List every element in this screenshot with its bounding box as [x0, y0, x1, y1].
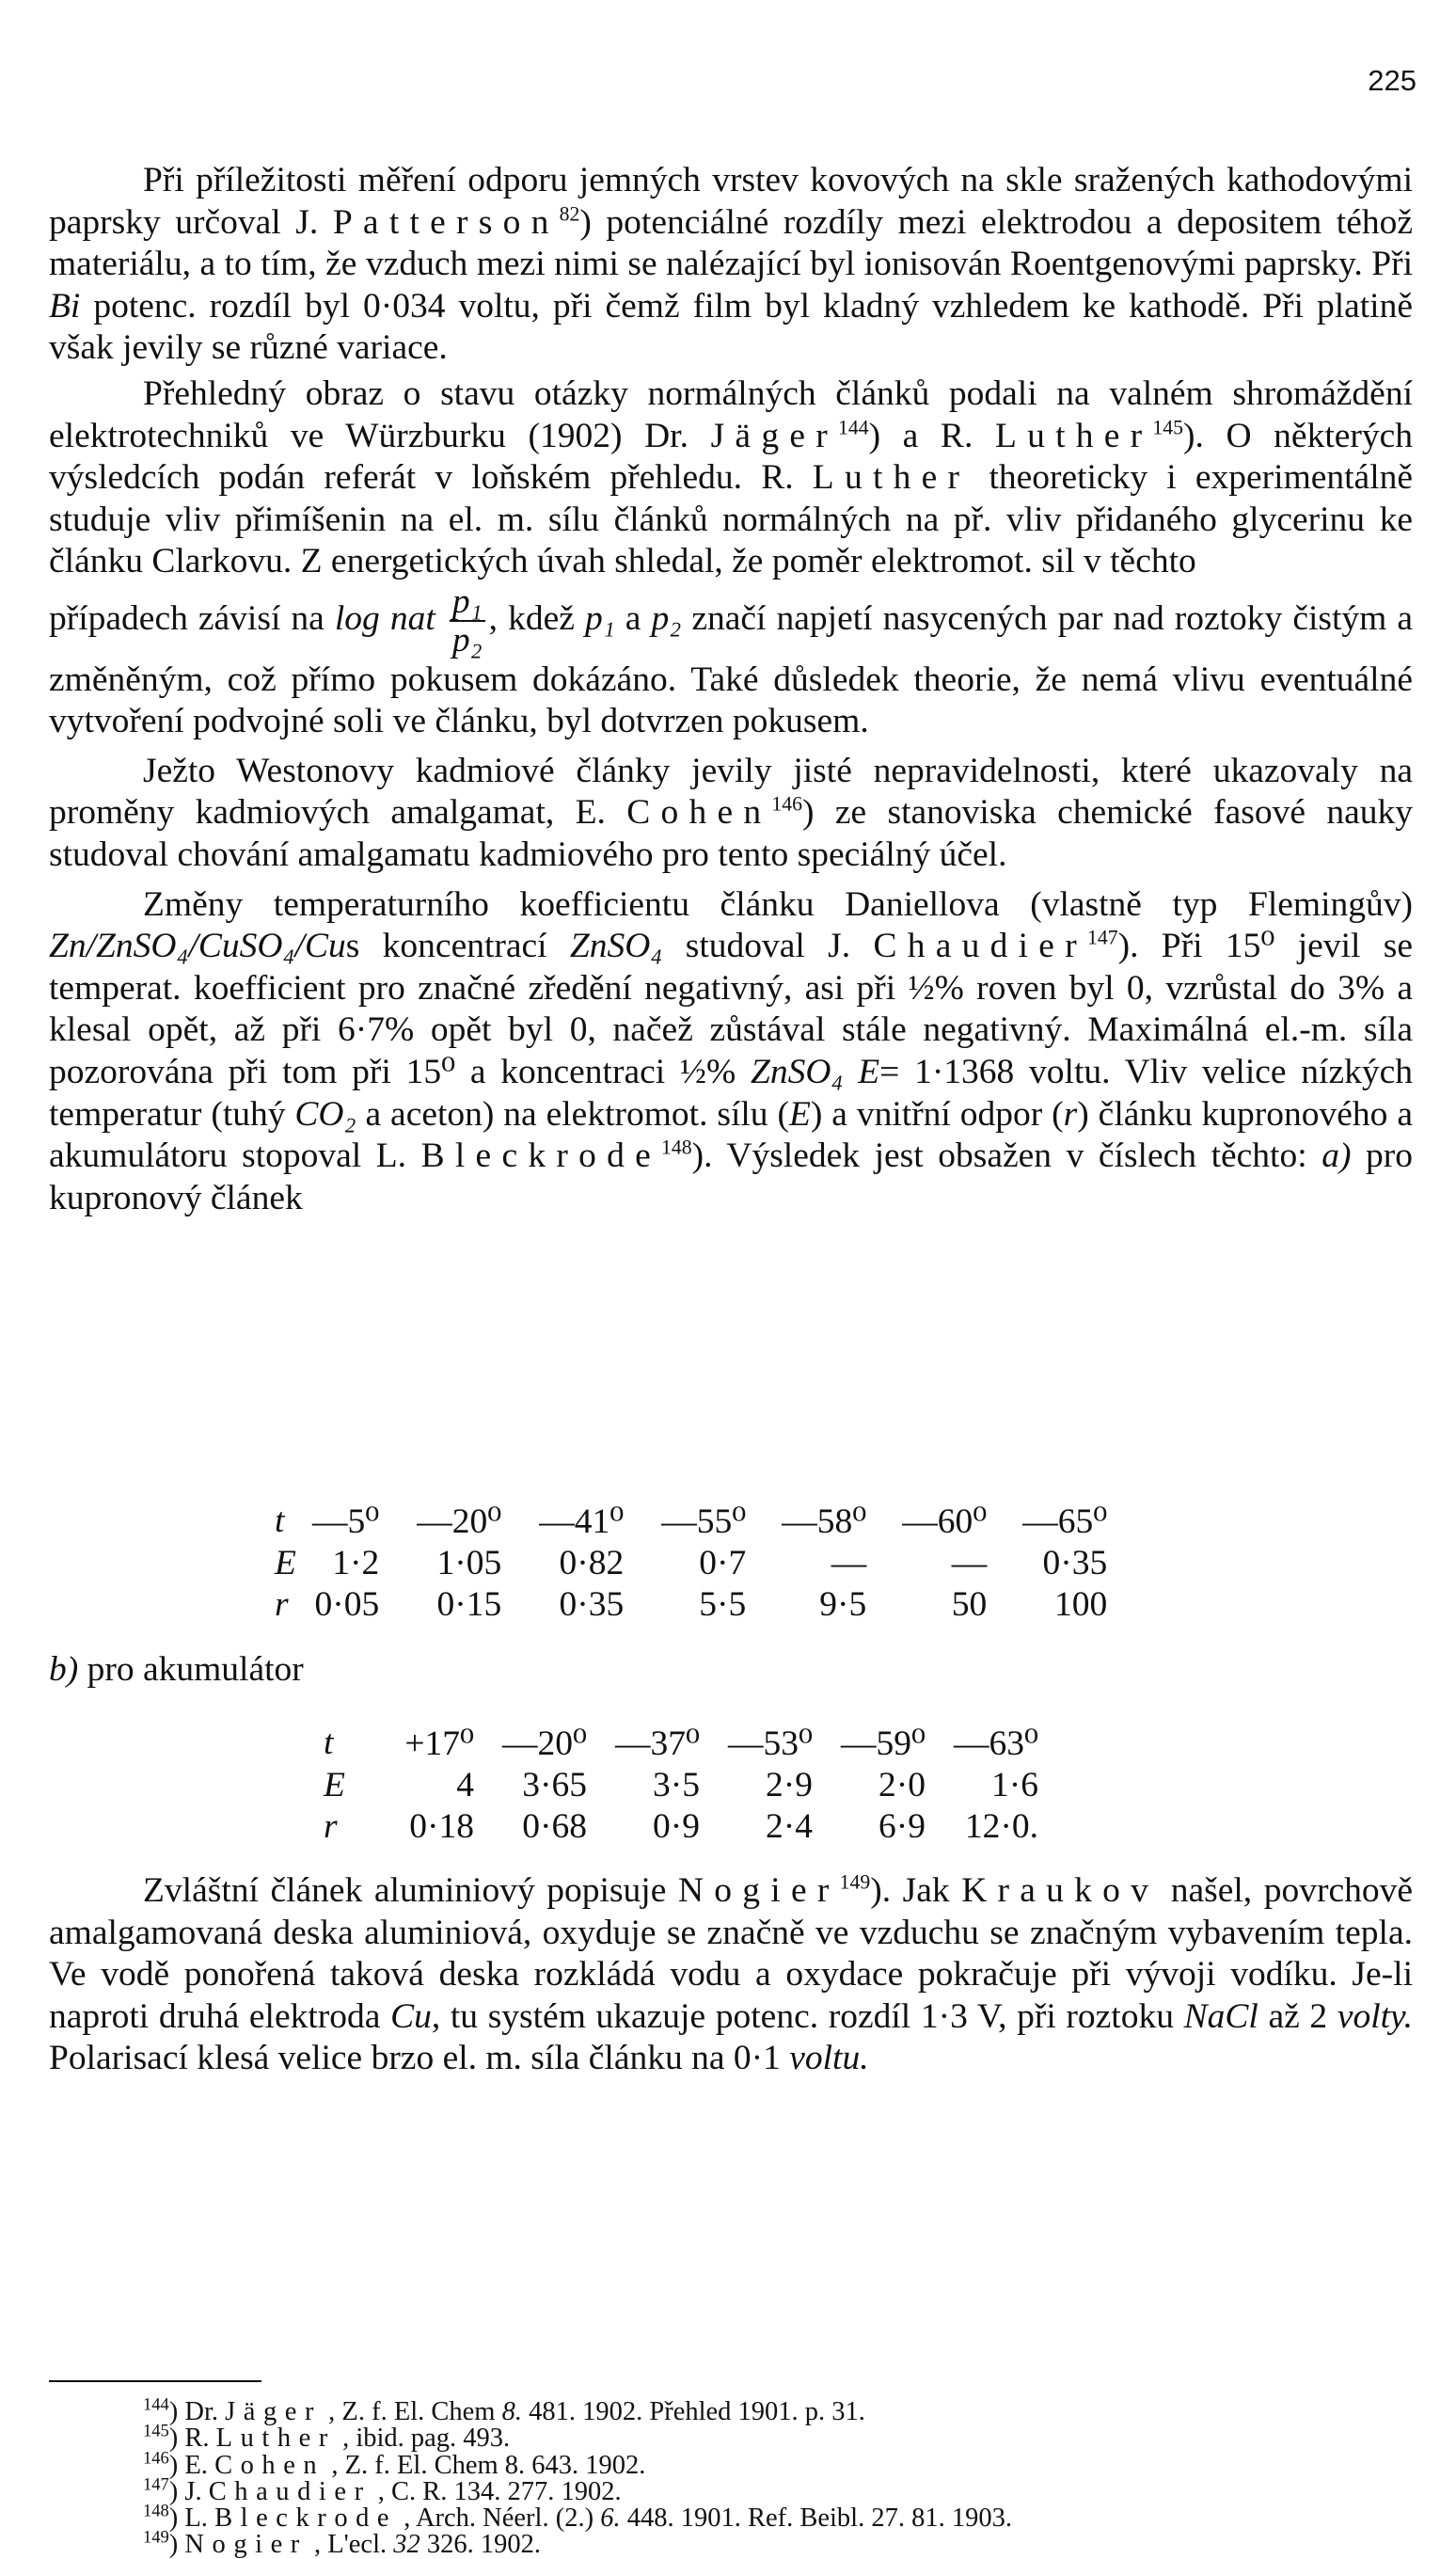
table-cell: —59⁰: [840, 1725, 926, 1763]
table-cell: +17⁰: [404, 1725, 474, 1763]
footnote-number: 148: [143, 2501, 169, 2521]
table-cell: 0·05: [314, 1584, 380, 1624]
footnote: [143, 2501, 1403, 2534]
author-name: Nogier: [677, 1871, 840, 1910]
author-name: Bleckrode: [420, 1136, 661, 1176]
row-label: t: [275, 1502, 285, 1540]
table-cell: 0·35: [559, 1584, 625, 1624]
footnotes: [143, 2394, 1403, 2559]
table-cell: —20⁰: [501, 1725, 587, 1763]
table-row: [275, 1500, 1107, 1542]
footnote-ref: 145: [1152, 416, 1184, 439]
table-cell: 2·4: [766, 1806, 813, 1846]
author-name: Chaudier: [873, 927, 1087, 966]
row-label: r: [275, 1584, 289, 1624]
footnote-text: ) Dr.: [168, 2397, 219, 2426]
formula: Zn/ZnSO₄/CuSO₄/Cu: [49, 927, 346, 966]
symbol-bi: Bi: [49, 286, 81, 326]
log-nat: log nat: [334, 598, 435, 638]
footnote-text: , Arch. Néerl. (2.): [404, 2503, 594, 2534]
formula: E: [858, 1053, 880, 1092]
table-cell: 3·5: [653, 1765, 700, 1804]
table-row: [324, 1764, 1038, 1805]
table-cell: —20⁰: [417, 1502, 502, 1541]
footnote-author: Chaudier: [208, 2476, 372, 2506]
table-cell: 12·0.: [964, 1806, 1038, 1846]
formula: ZnSO₄: [751, 1053, 844, 1092]
footnote-text: , C. R. 134. 277. 1902.: [377, 2476, 622, 2506]
table-row: [275, 1542, 1107, 1583]
table-cell: 1·05: [436, 1543, 502, 1582]
table-cell: 0·82: [559, 1543, 625, 1582]
footnote-number: 147: [143, 2474, 169, 2495]
paragraph-3: Ježto Westonovy kadmiové články jevily jisté nepravidelnosti, které ukazovaly na proměny kadmiových amalgamat, E. Cohen$^{146}$) ze stanoviska chemické fasové nauky studoval chování amalgamatu kadmiového pro tento speciálný účel.: [49, 751, 1413, 875]
footnote-text: ) J.: [168, 2476, 202, 2506]
table-cell: —41⁰: [539, 1502, 625, 1541]
table-row: [324, 1805, 1038, 1847]
author-name: Cohen: [626, 793, 772, 833]
table-cell: 0·68: [522, 1806, 587, 1846]
author-name: Kraukov: [961, 1871, 1160, 1910]
paragraph-5: Zvláštní článek aluminiový popisuje Nogier$^{149}$). Jak Kraukov našel, povrchově amalgamovaná deska aluminiová, oxyduje se značně ve vzduchu se značným vybavením tepla. Ve vodě ponořená taková deska rozkládá vodu a oxydace pokračuje při vývoji vodíku. Je-li naproti druhá elektroda Cu, tu systém ukazuje potenc. rozdíl 1·3 V, při roztoku NaCl až 2 volty. Polarisací klesá velice brzo el. m. síla článku na 0·1 voltu.: [49, 1870, 1414, 2078]
table-cell: 0·7: [699, 1543, 747, 1582]
footnote-text: , ibid. pag. 493.: [342, 2424, 511, 2454]
main-text: [49, 160, 1413, 1219]
footnote-text: 481. 1902. Přehled 1901. p. 31.: [529, 2397, 865, 2426]
footnote-author: Jäger: [225, 2397, 323, 2426]
footnote-text: 326. 1902.: [426, 2530, 541, 2559]
table-cell: 1·6: [991, 1765, 1038, 1804]
footnote-text: ) R.: [168, 2424, 210, 2454]
footnote-text: ) L.: [168, 2503, 208, 2534]
table-b-label: b) pro akumulátor: [49, 1650, 304, 1689]
footnote-number: 149: [143, 2527, 169, 2548]
footnote: [143, 2421, 1403, 2454]
table-cell: 0·35: [1042, 1543, 1108, 1582]
row-label: r: [324, 1806, 338, 1846]
table-cell: 4: [456, 1765, 474, 1804]
formula: ZnSO₄: [569, 927, 663, 966]
row-label: E: [324, 1765, 345, 1804]
author-name: Luther: [812, 458, 971, 498]
table-cell: —37⁰: [614, 1725, 700, 1763]
footnote: [143, 2448, 1403, 2480]
footnote-author: Luther: [215, 2424, 336, 2454]
table-cell: 9·5: [819, 1584, 867, 1624]
footnote-volume: 32: [393, 2530, 420, 2559]
footnote-volume: 6.: [600, 2503, 621, 2534]
footnote-number: 145: [143, 2421, 169, 2441]
footnote-ref: 147: [1086, 926, 1118, 949]
table-cell: —65⁰: [1022, 1502, 1108, 1541]
paragraph-1: Při příležitosti měření odporu jemných vrstev kovových na skle sražených kathodovými paprsky určoval J. Patterson$^{82}$) potenciálné rozdíly mezi elektrodou a depositem téhož materiálu, a to tím, že vzduch mezi nimi se nalézající byl ionisován Roentgenovými paprsky. Při Bi potenc. rozdíl byl 0·034 voltu, při čemž film byl kladný vzhledem ke kathodě. Při platině však jevily se různé variace.: [49, 161, 1414, 368]
table-cell: —: [831, 1543, 867, 1582]
footnote-text: , L'ecl.: [313, 2530, 388, 2559]
table-cell: —63⁰: [953, 1725, 1038, 1763]
table-cell: 2·9: [766, 1765, 813, 1804]
table-cell: 3·65: [522, 1765, 587, 1804]
footnote-separator: [49, 2380, 261, 2382]
footnote-number: 146: [143, 2448, 169, 2469]
table-akumulator: [324, 1722, 1038, 1847]
row-label: t: [324, 1724, 334, 1762]
footnote: [143, 2527, 1403, 2559]
table-cell: —58⁰: [782, 1502, 867, 1541]
footnote-text: ): [168, 2530, 179, 2559]
footnote-author: Bleckrode: [214, 2503, 398, 2534]
author-name: Jäger: [710, 416, 838, 455]
fraction-p1-p2: $\frac{\text{p₁}}{\text{p₂}}$: [450, 583, 485, 660]
table-cell: —5⁰: [312, 1502, 380, 1541]
paragraph-4: Změny temperaturního koefficientu článku Daniellova (vlastně typ Flemingův) Zn/ZnSO₄/CuSO₄/Cus koncentrací ZnSO₄ studoval J. Chaudier$^{147}$). Při 15⁰ jevil se temperat. koefficient pro značné zředění negativný, asi při ½% roven byl 0, vzrůstal do 3% a klesal opět, až při 6·7% opět byl 0, načež zůstával stále negativný. Maximálná el.-m. síla pozorována při tom při 15⁰ a koncentraci ½% ZnSO₄ E= 1·1368 voltu. Vliv velice nízkých temperatur (tuhý CO₂ a aceton) na elektromot. sílu (E) a vnitřní odpor (r) článku kupronového a akumulátoru stopoval L. Bleckrode$^{148}$). Výsledek jest obsažen v číslech těchto: a) pro kupronový článek: [49, 884, 1414, 1217]
table-cell: 2·0: [878, 1765, 926, 1804]
main-text-2: [49, 1870, 1413, 2080]
footnote: [143, 2474, 1403, 2506]
footnote-text: 448. 1901. Ref. Beibl. 27. 81. 1903.: [626, 2503, 1012, 2534]
table-row: [275, 1583, 1107, 1625]
table-cell: —55⁰: [661, 1502, 747, 1541]
table-cell: 1·2: [332, 1543, 380, 1582]
row-label: E: [275, 1543, 296, 1582]
footnote-text: , Z. f. El. Chem: [328, 2397, 496, 2426]
author-name: Luther: [994, 416, 1153, 455]
table-cell: 5·5: [699, 1584, 747, 1624]
table-cell: 0·15: [436, 1584, 502, 1624]
footnote-ref: 82: [559, 202, 580, 226]
page-number: 225: [1368, 64, 1416, 97]
paragraph-2-continued: případech závisí na log nat $\frac{\text{p₁}}{\text{p₂}}$ , kdež p₁ a p₂ značí napjetí nasycených par nad roztoky čistým a změněným, což přímo pokusem dokázáno. Také důsledek theorie, že nemá vlivu eventuálné vytvoření podvojné soli ve článku, byl dotvrzen pokusem.: [49, 581, 1414, 741]
footnote-ref: 149: [839, 1870, 871, 1894]
table-cell: 0·18: [409, 1806, 474, 1846]
table-cell: 50: [951, 1584, 988, 1624]
footnote-ref: 144: [837, 416, 869, 439]
table-cell: —60⁰: [902, 1502, 988, 1541]
footnote-author: Nogier: [184, 2530, 308, 2559]
footnote-author: Cohen: [214, 2450, 325, 2480]
footnote-ref: 148: [660, 1136, 692, 1159]
footnote-text: ) E.: [168, 2450, 208, 2480]
footnote-volume: 8.: [501, 2397, 522, 2426]
paragraph-2: Přehledný obraz o stavu otázky normálných článků podali na valném shromáždění elektrotechniků ve Würzburku (1902) Dr. Jäger$^{144}$) a R. Luther$^{145}$). O některých výsledcích podán referát v loňském přehledu. R. Luther theoreticky i experimentálně studuje vliv přimíšenin na el. m. sílu článků normálných na př. vliv přidaného glycerinu ke článku Clarkovu. Z energetických úvah shledal, že poměr elektromot. sil v těchto: [49, 374, 1414, 581]
author-name: Patterson: [332, 202, 560, 242]
formula: CO₂: [294, 1094, 356, 1134]
table-cell: 0·9: [653, 1806, 700, 1846]
footnote-ref: 146: [771, 792, 803, 816]
table-cell: —53⁰: [727, 1725, 813, 1763]
table-kupron: [275, 1500, 1107, 1625]
footnote-text: , Z. f. El. Chem 8. 643. 1902.: [331, 2450, 646, 2480]
table-cell: 6·9: [878, 1806, 926, 1846]
footnote: [143, 2394, 1403, 2426]
table-row: [324, 1722, 1038, 1764]
table-cell: 100: [1054, 1584, 1108, 1624]
footnote-number: 144: [143, 2394, 169, 2415]
table-cell: —: [951, 1543, 988, 1582]
